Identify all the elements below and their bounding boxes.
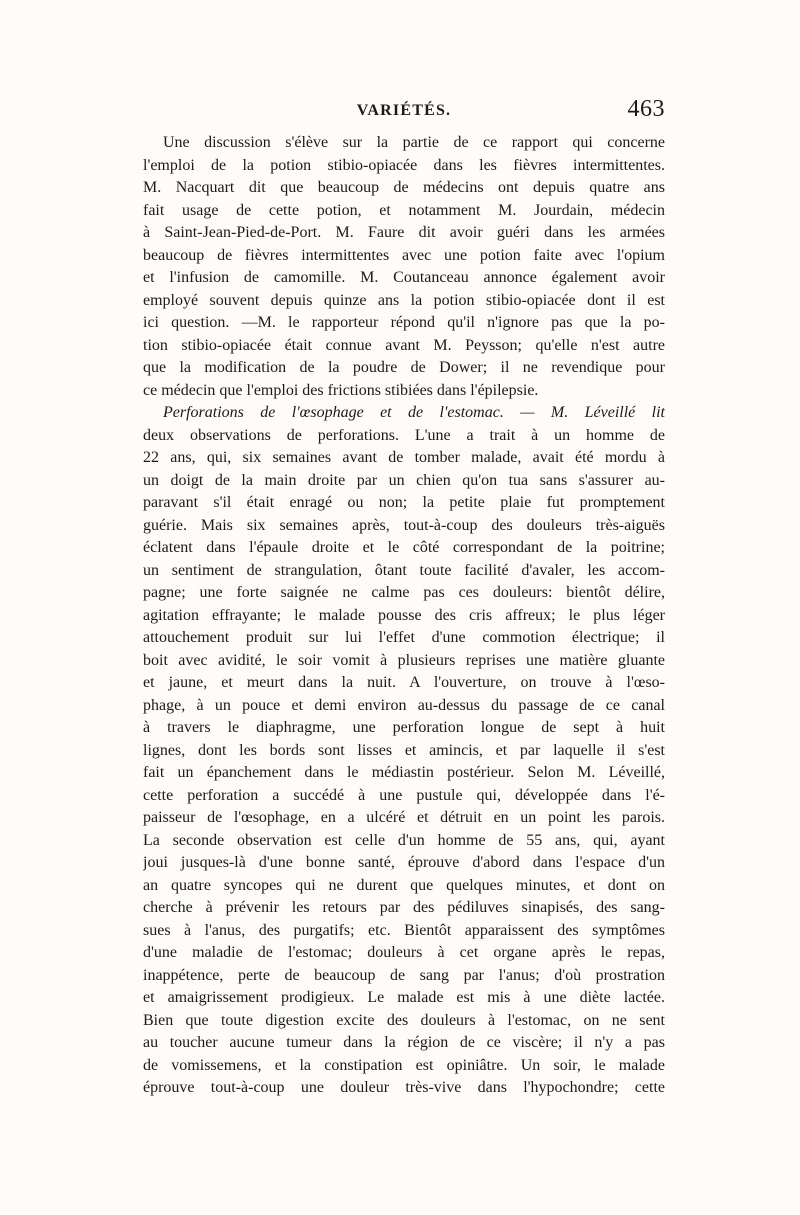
text-line: et l'infusion de camomille. M. Coutanceau annonce également avoir [143, 269, 665, 286]
text-line: deux observations de perforations. L'une a trait à un homme de [143, 426, 665, 444]
text-line: à Saint-Jean-Pied-de-Port. M. Faure dit avoir guéri dans les armées [143, 224, 665, 241]
text-line: d'une maladie de l'estomac; douleurs à cet organe après le repas, [143, 944, 665, 961]
text-line: guérie. Mais six semaines après, tout-à-coup des douleurs très-aiguës [143, 516, 665, 534]
text-line: M. Nacquart dit que beaucoup de médecins ont depuis quatre ans [143, 179, 665, 196]
text-line: employé souvent depuis quinze ans la potion stibio-opiacée dont il est [143, 291, 665, 309]
text-line: à travers le diaphragme, une perforation longue de sept à huit [143, 719, 665, 736]
text-line: paisseur de l'œsophage, en a ulcéré et détruit en un point les parois. [143, 809, 665, 826]
text-line: Une discussion s'élève sur la partie de ce rapport qui concerne [163, 134, 665, 151]
text-line: boit avec avidité, le soir vomit à plusieurs reprises une matière gluante [143, 651, 665, 669]
text-line: un doigt de la main droite par un chien qu'on tua sans s'assurer au- [143, 471, 665, 489]
text-line: 22 ans, qui, six semaines avant de tomber malade, avait été mordu à [143, 449, 665, 466]
running-head [143, 96, 665, 130]
text-line: éprouve tout-à-coup une douleur très-vive dans l'hypochondre; cette [143, 1079, 665, 1096]
text-line: un sentiment de strangulation, ôtant toute facilité d'avaler, les accom- [143, 561, 665, 579]
text-line: Bien que toute digestion excite des douleurs à l'estomac, on ne sent [143, 1011, 665, 1029]
text-line: agitation effrayante; le malade pousse des cris affreux; le plus léger [143, 606, 665, 624]
text-line: La seconde observation est celle d'un homme de 55 ans, qui, ayant [143, 831, 665, 849]
page-number: 463 [627, 96, 665, 122]
body-text [143, 132, 665, 1100]
text-line: et amaigrissement prodigieux. Le malade est mis à une diète lactée. [143, 989, 665, 1006]
text-line: beaucoup de fièvres intermittentes avec une potion faite avec l'opium [143, 246, 665, 264]
text-line: au toucher aucune tumeur dans la région de ce viscère; il n'y a pas [143, 1034, 665, 1051]
text-line: que la modification de la poudre de Dower; il ne revendique pour [143, 359, 665, 376]
text-line: paravant s'il était enragé ou non; la petite plaie fut promptement [143, 494, 665, 511]
text-line: cette perforation a succédé à une pustule qui, développée dans l'é- [143, 786, 665, 804]
text-line: fait un épanchement dans le médiastin postérieur. Selon M. Léveillé, [143, 764, 665, 781]
text-line: tion stibio-opiacée était connue avant M. Peysson; qu'elle n'est autre [143, 336, 665, 354]
text-line: pagne; une forte saignée ne calme pas ces douleurs: bientôt délire, [143, 584, 665, 601]
text-line: lignes, dont les bords sont lisses et amincis, et par laquelle il s'est [143, 741, 665, 759]
text-line: joui jusques-là d'une bonne santé, éprouve d'abord dans l'espace d'un [143, 854, 665, 871]
text-line: attouchement produit sur lui l'effet d'une commotion électrique; il [143, 629, 665, 646]
text-line: et jaune, et meurt dans la nuit. A l'ouverture, on trouve à l'œso- [143, 674, 665, 691]
text-line: Perforations de l'œsophage et de l'estomac. — M. Léveillé lit [163, 404, 665, 421]
text-line: inappétence, perte de beaucoup de sang par l'anus; d'où prostration [143, 966, 665, 984]
text-line: an quatre syncopes qui ne durent que quelques minutes, et dont on [143, 876, 665, 894]
text-line: de vomissemens, et la constipation est opiniâtre. Un soir, le malade [143, 1056, 665, 1074]
text-line: éclatent dans l'épaule droite et le côté correspondant de la poitrine; [143, 539, 665, 556]
text-line: fait usage de cette potion, et notamment M. Jourdain, médecin [143, 201, 665, 219]
text-line: ce médecin que l'emploi des frictions stibiées dans l'épilepsie. [143, 381, 539, 399]
text-line: l'emploi de la potion stibio-opiacée dans les fièvres intermittentes. [143, 156, 665, 174]
running-head-title: VARIÉTÉS. [356, 102, 452, 119]
text-line: sues à l'anus, des purgatifs; etc. Bientôt apparaissent des symptômes [143, 921, 665, 939]
text-line: ici question. —M. le rapporteur répond qu'il n'ignore pas que la po- [143, 314, 665, 331]
text-line: cherche à prévenir les retours par des pédiluves sinapisés, des sang- [143, 899, 665, 916]
text-line: phage, à un pouce et demi environ au-dessus du passage de ce canal [143, 696, 665, 714]
